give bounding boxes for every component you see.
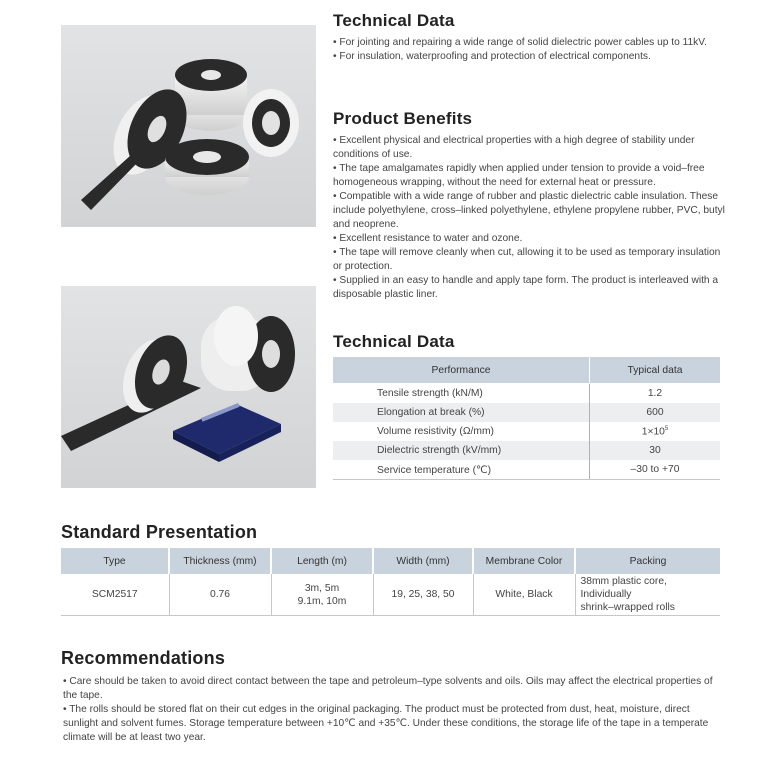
table-cell: White, Black xyxy=(473,574,575,616)
product-benefits-list xyxy=(333,134,728,302)
list-item: • The tape will remove cleanly when cut, allowing it to be used as temporary insulation or protection. xyxy=(333,247,721,272)
technical-data-table xyxy=(333,357,720,480)
table-cell: –30 to +70 xyxy=(590,460,721,480)
length-line: 9.1m, 10m xyxy=(297,595,347,607)
column-header: Typical data xyxy=(590,357,721,384)
table-cell: 30 xyxy=(590,441,721,460)
list-item: • The rolls should be stored flat on their cut edges in the original packaging. The product must be protected from dust, heat, moisture, direct sunlight and solvent fumes. Storage temperature between +10℃ and +35℃. Under these conditions, the storage life of the tape in a temperate climate will be at least two year. xyxy=(63,704,709,743)
list-item: • Supplied in an easy to handle and apply tape form. The product is interleaved with a disposable plastic liner. xyxy=(333,275,719,300)
table-cell: Tensile strength (kN/M) xyxy=(377,388,483,399)
table-cell-value: 1×10 xyxy=(641,426,665,438)
column-header: Membrane Color xyxy=(473,548,575,574)
column-header: Width (mm) xyxy=(373,548,473,574)
exponent: 5 xyxy=(664,425,669,432)
table-cell xyxy=(590,422,721,441)
list-item: • Excellent resistance to water and ozone. xyxy=(333,233,523,244)
column-header: Thickness (mm) xyxy=(169,548,271,574)
list-item: • Compatible with a wide range of rubber and plastic dielectric cable insulation. These include polyethylene, cross–linked polyethylene, ethylene propylene rubber, PVC, butyl and neoprene. xyxy=(333,191,725,230)
packing-line: 38mm plastic core, Individually xyxy=(580,576,667,600)
column-header: Performance xyxy=(333,357,590,384)
table-cell xyxy=(575,574,720,616)
column-header: Packing xyxy=(575,548,720,574)
table-cell xyxy=(271,574,373,616)
recommendations-heading: Recommendations xyxy=(61,648,226,668)
table-row xyxy=(333,384,720,404)
product-benefits-heading: Product Benefits xyxy=(333,109,473,128)
table-cell: 1.2 xyxy=(590,384,721,404)
packing-line: shrink–wrapped rolls xyxy=(580,602,675,613)
table-cell: Elongation at break (%) xyxy=(333,403,590,422)
technical-data-heading: Technical Data xyxy=(333,11,455,30)
table-cell: Volume resistivity (Ω/mm) xyxy=(377,426,494,437)
standard-presentation-heading: Standard Presentation xyxy=(61,522,258,542)
table-row xyxy=(333,441,720,460)
standard-presentation-table xyxy=(61,548,720,616)
tape-rolls-photo xyxy=(61,25,316,227)
table-cell: SCM2517 xyxy=(61,574,169,616)
list-item: • Excellent physical and electrical properties with a high degree of stability under conditions of use. xyxy=(333,135,695,160)
column-header: Length (m) xyxy=(271,548,373,574)
table-row xyxy=(333,422,720,441)
list-item: • The tape amalgamates rapidly when applied under tension to provide a void–free homogeneous wrapping, without the need for external heat or pressure. xyxy=(333,163,705,188)
technical-data-table-heading: Technical Data xyxy=(333,332,455,351)
table-cell: 0.76 xyxy=(169,574,271,616)
table-cell: 19, 25, 38, 50 xyxy=(373,574,473,616)
table-row xyxy=(333,460,720,480)
technical-data-list xyxy=(333,36,728,64)
list-item: • For insulation, waterproofing and protection of electrical components. xyxy=(333,51,651,62)
list-item: • For jointing and repairing a wide range of solid dielectric power cables up to 11kV. xyxy=(333,37,707,48)
table-cell: Service temperature (℃) xyxy=(333,460,590,480)
column-header: Type xyxy=(61,548,169,574)
recommendations-list xyxy=(63,675,723,745)
list-item: • Care should be taken to avoid direct contact between the tape and petroleum–type solvents and oils. Oils may affect the electrical properties of the tape. xyxy=(63,676,713,701)
table-cell: 600 xyxy=(590,403,721,422)
tape-rolls-with-box-photo xyxy=(61,286,316,488)
table-row xyxy=(61,574,720,616)
table-cell: Dielectric strength (kV/mm) xyxy=(333,441,590,460)
length-line: 3m, 5m xyxy=(304,582,340,594)
table-row xyxy=(333,403,720,422)
